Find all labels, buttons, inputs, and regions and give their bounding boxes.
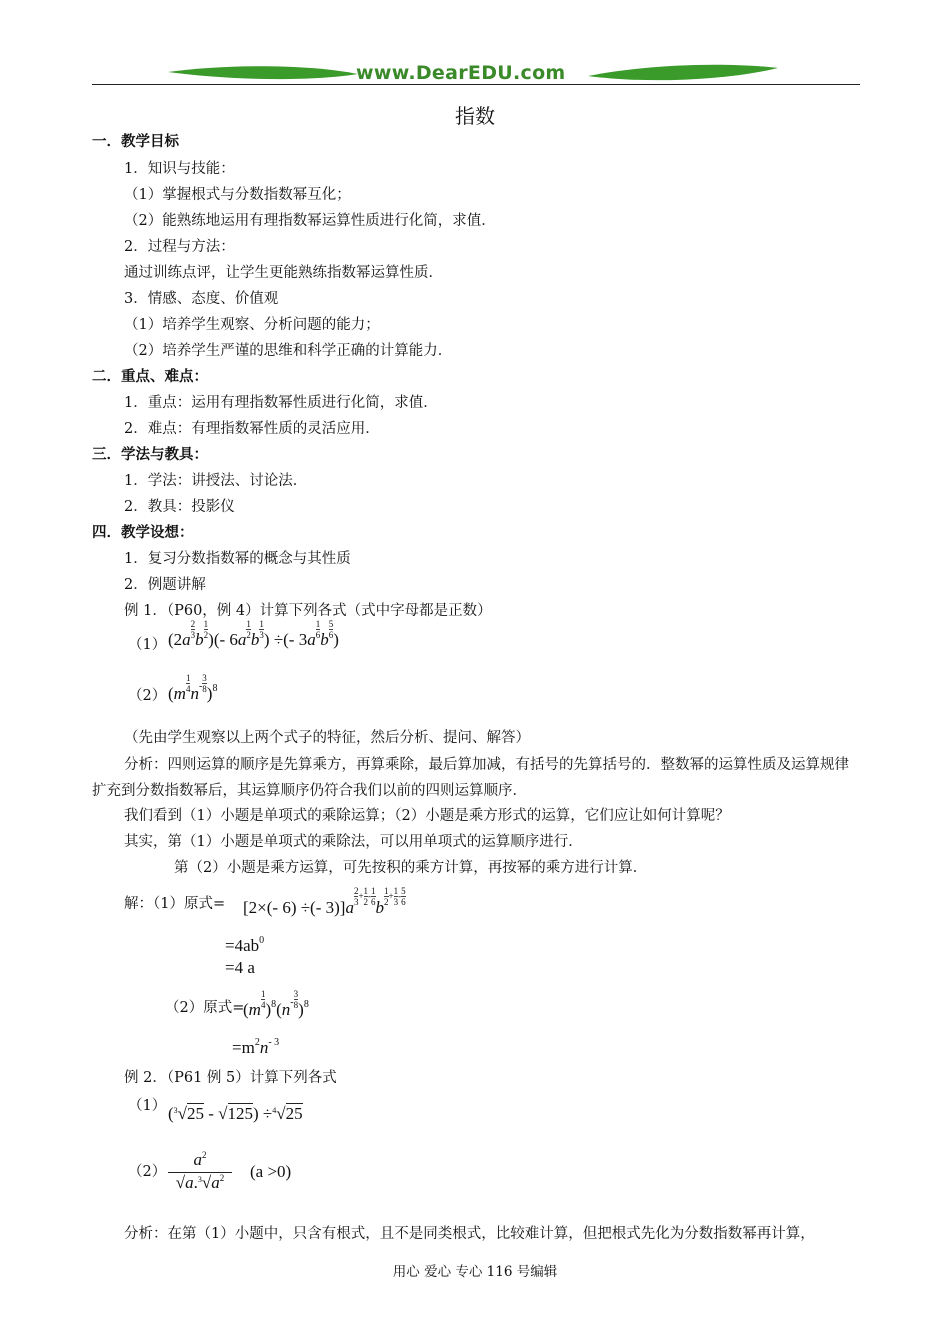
text-line: 通过训练点评，让学生更能熟练指数幂运算性质． — [124, 265, 443, 281]
condition-text: (a >0) — [250, 1162, 292, 1181]
text-line: （1）培养学生观察、分析问题的能力； — [124, 317, 380, 333]
formula-solution-2: (m $\frac{1}{4}$ )$^8$(n- $\frac{3}{8}$ )$^8$ — [243, 988, 309, 1019]
solution-step: $=m^2n^{- 3}$ — [232, 1037, 280, 1057]
formula-ex2-1: ($^3$√25 - √125) ÷$^4$√25 — [168, 1104, 303, 1123]
section-heading-keypoints: 二．重点、难点： — [92, 369, 208, 385]
text-line: 第（2）小题是乘方运算，可先按积的乘方计算，再按幂的乘方进行计算． — [174, 860, 648, 876]
formula-label: （2） — [128, 688, 167, 704]
example-2-heading: 例 2．（P61 例 5）计算下列各式 — [124, 1070, 337, 1086]
text-line: 1．知识与技能： — [124, 161, 235, 177]
text-line: （2）培养学生严谨的思维和科学正确的计算能力． — [124, 343, 453, 359]
formula-ex1-2: (m $\frac{1}{4}$ n- $\frac{3}{8}$ )$^8$ — [168, 672, 218, 703]
section-heading-objectives: 一．教学目标 — [92, 134, 179, 150]
text-line: 1．重点：运用有理指数幂性质进行化简，求值． — [124, 395, 438, 411]
formula-label: （1） — [128, 637, 167, 653]
text-line: 1．复习分数指数幂的概念与其性质 — [124, 551, 351, 567]
text-line: 2．例题讲解 — [124, 577, 206, 593]
formula-label: （1） — [128, 1098, 167, 1114]
text-line: （2）能熟练地运用有理指数幂运算性质进行化简，求值． — [124, 213, 496, 229]
section-heading-methods: 三．学法与教具： — [92, 447, 208, 463]
formula-ex1-1: (2a $\frac{2}{3}$ b $\frac{1}{2}$ )(- 6a $\frac{1}{2}$ b $\frac{1}{3}$ ) ÷(- 3a $\frac{1}{6}$ b $\frac{5}{6}$ ) — [168, 618, 339, 649]
text-line: 其实，第（1）小题是单项式的乘除法，可以用单项式的运算顺序进行． — [124, 834, 583, 850]
text-line: 3．情感、态度、价值观 — [124, 291, 279, 307]
formula-solution-1: [2×(- 6) ÷(- 3)]a $^{\frac{2}{3} + \frac{1}{2} - \frac{1}{6}}$ b $^{\frac{1}{2} + \frac{1}{3} - \frac{5}{6}}$ — [243, 886, 406, 917]
logo-text: www.DearEDU.com — [356, 62, 566, 84]
page-footer: 用心 爱心 专心 116 号编辑 — [392, 1264, 558, 1280]
solution-step: =4 a — [225, 958, 255, 977]
section-heading-design: 四．教学设想： — [92, 525, 194, 541]
formula-label: （2） — [128, 1164, 167, 1180]
text-line: 2．过程与方法： — [124, 239, 235, 255]
text-line: 我们看到（1）小题是单项式的乘除运算；（2）小题是乘方形式的运算，它们应让如何计算呢？ — [124, 808, 730, 824]
formula-ex2-2: $a^2$ $√a.^3√a^2$ — [168, 1150, 232, 1193]
text-line: （1）掌握根式与分数指数幂互化； — [124, 187, 351, 203]
text-line: 2．难点：有理指数幂性质的灵活应用． — [124, 421, 380, 437]
example-1-heading: 例 1．（P60，例 4）计算下列各式（式中字母都是正数） — [124, 603, 492, 619]
analysis-line: 分析：在第（1）小题中，只含有根式，且不是同类根式，比较难计算，但把根式先化为分数指数幂再计算， — [124, 1226, 815, 1242]
text-line: 2．教具：投影仪 — [124, 499, 235, 515]
note-line: （先由学生观察以上两个式子的特征，然后分析、提问、解答） — [124, 730, 530, 746]
solution-label: 解：（1）原式= — [124, 896, 226, 912]
page-title: 指数 — [455, 104, 495, 128]
solution-label: （2）原式= — [165, 1000, 245, 1016]
text-line: 1．学法：讲授法、讨论法． — [124, 473, 308, 489]
analysis-paragraph: 分析：四则运算的顺序是先算乘方，再算乘除，最后算加减，有括号的先算括号的．整数幂的运算性质及运算规律扩充到分数指数幂后，其运算顺序仍符合我们以前的四则运算顺序． — [92, 757, 849, 799]
solution-step: $=4ab^0$ — [225, 935, 265, 955]
